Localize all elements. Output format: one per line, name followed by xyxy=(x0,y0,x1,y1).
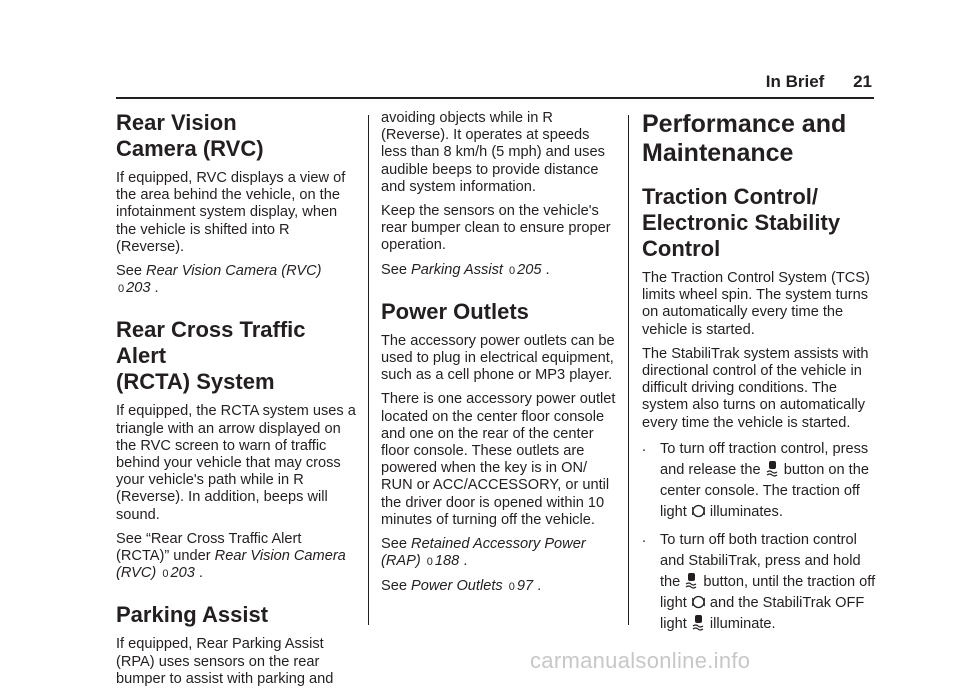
page-number: 21 xyxy=(853,72,872,91)
watermark: carmanualsonline.info xyxy=(530,648,751,673)
rcta-page-ref[interactable]: 203 xyxy=(170,565,195,582)
rcta-see-ref: See “Rear Cross Traffic Alert (RCTA)” under Rear Vision Camera (RVC) 0 203 . xyxy=(116,530,346,582)
column-2 xyxy=(381,110,618,604)
bullet-mark: . xyxy=(642,529,647,546)
rcta-heading: Rear Cross Traffic Alert (RCTA) System xyxy=(116,317,306,395)
po-page-ref-2[interactable]: 97 xyxy=(516,578,534,595)
po-ref-link-2[interactable]: Power Outlets xyxy=(411,578,503,595)
po-see-ref-2: See Power Outlets 0 97 . xyxy=(381,578,542,595)
bullet-mark: . xyxy=(642,438,647,455)
traction-off-icon xyxy=(692,502,705,520)
column-1 xyxy=(116,110,356,695)
rvc-ref-link[interactable]: Rear Vision Camera (RVC) xyxy=(146,263,322,280)
stabilitrak-off-icon xyxy=(766,460,779,478)
pa-page-ref[interactable]: 205 xyxy=(517,261,542,278)
column-3 xyxy=(642,110,880,642)
stabilitrak-off-icon xyxy=(692,614,705,632)
pa-heading: Parking Assist xyxy=(116,602,269,628)
section-title: In Brief xyxy=(765,72,825,91)
rvc-heading: Rear Vision Camera (RVC) xyxy=(116,110,264,161)
po-body-2: There is one accessory power outlet located on the center floor console and one on the rear of the center floor console. These outlets are powered when the key is in ON/ RUN or ACC/ACCESSORY, or until the driver door is opened within 10 minutes of turning off the vehicle. xyxy=(381,391,616,528)
ref-arrow-icon: 0 xyxy=(162,568,169,581)
bullet-both-off: . To turn off both traction control and StabiliTrak, press and hold the button, until the traction off light and the StabiliTrak OFF light illuminate. xyxy=(642,530,880,635)
pa-body: If equipped, Rear Parking Assist (RPA) uses sensors on the rear bumper to assist with parking and xyxy=(116,636,334,687)
pa-ref-link[interactable]: Parking Assist xyxy=(411,261,503,278)
po-page-ref-1[interactable]: 188 xyxy=(434,553,460,570)
ref-arrow-icon: 0 xyxy=(508,581,515,594)
rvc-body: If equipped, RVC displays a view of the area behind the vehicle, on the infotainment system display, when the vehicle is shifted into R (Reverse). xyxy=(116,170,346,255)
ref-arrow-icon: 0 xyxy=(118,283,125,296)
page-header xyxy=(766,72,872,92)
header-rule xyxy=(116,97,874,99)
po-heading: Power Outlets xyxy=(381,298,529,324)
po-body-1: The accessory power outlets can be used to plug in electrical equipment, such as a cell phone or MP3 player. xyxy=(381,332,615,384)
ref-arrow-icon: 0 xyxy=(509,264,516,277)
tc-body-1: The Traction Control System (TCS) limits wheel spin. The system turns on automatically every time the vehicle is started. xyxy=(642,270,870,338)
po-see-ref-1: See Retained Accessory Power (RAP) 0 188 . xyxy=(381,536,586,570)
stabilitrak-off-icon xyxy=(685,572,698,590)
pa-see-ref: See Parking Assist 0 205 . xyxy=(381,261,550,278)
po-ref-link-1[interactable]: Retained Accessory Power (RAP) xyxy=(381,536,586,570)
pa-continued: avoiding objects while in R (Reverse). It operates at speeds less than 8 km/h (5 mph) and uses audible beeps to provide distance and system information. xyxy=(381,110,605,195)
column-divider xyxy=(368,115,369,625)
tc-body-2: The StabiliTrak system assists with directional control of the vehicle in difficult driving conditions. The system also turns on automatically every time the vehicle is started. xyxy=(642,345,869,431)
ref-arrow-icon: 0 xyxy=(426,556,433,569)
pa-keep: Keep the sensors on the vehicle's rear bumper clean to ensure proper operation. xyxy=(381,203,611,254)
rcta-ref-link[interactable]: Rear Vision Camera (RVC) xyxy=(116,548,346,582)
rvc-see-ref: See Rear Vision Camera (RVC) 0 203 . xyxy=(116,263,322,297)
bullet-traction-off: . To turn off traction control, press and release the button on the center console. The traction off light illuminates. xyxy=(642,439,880,523)
tc-heading: Traction Control/ Electronic Stability Control xyxy=(642,184,841,261)
rcta-body: If equipped, the RCTA system uses a triangle with an arrow displayed on the RVC screen to warn of traffic behind your vehicle that may cross your vehicle's path while in R (Reverse). In addition, beeps will sound. xyxy=(116,403,356,523)
column-divider xyxy=(628,115,629,625)
traction-off-icon xyxy=(692,593,705,611)
pm-heading: Performance and Maintenance xyxy=(642,110,847,167)
rvc-page-ref[interactable]: 203 xyxy=(126,280,151,297)
